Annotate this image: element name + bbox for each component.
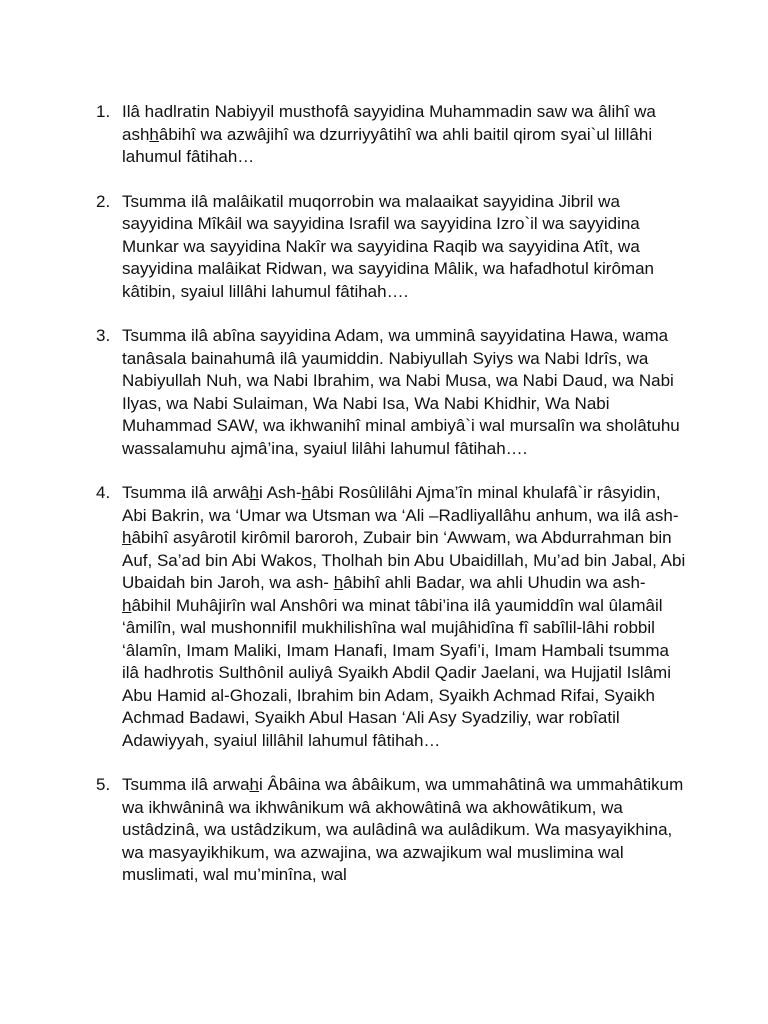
- item-text: Tsumma ilâ abîna sayyidina Adam, wa umminâ sayyidatina Hawa, wama tanâsala bainahumâ ilâ yaumiddin. Nabiyullah Syiys wa Nabi Idrîs, wa Nabiyullah Nuh, wa Nabi Ibrahim, wa Nabi Musa, wa Nabi Daud, wa Nabi Ilyas, wa Nabi Sulaiman, Wa Nabi Isa, Wa Nabi Khidhir, Wa Nabi Muhammad SAW, wa ikhwanihî minal ambiyâ`i wal mursalîn wa sholâtuhu wassalamuhu ajmâ’ina, syaiul lilâhi lahumul fâtihah….: [122, 326, 680, 458]
- prayer-list: [96, 101, 686, 909]
- list-item: [96, 482, 686, 752]
- item-number: 1.: [96, 102, 111, 121]
- list-item: [96, 191, 686, 304]
- item-text: Tsumma ilâ malâikatil muqorrobin wa malaaikat sayyidina Jibril wa sayyidina Mîkâil wa sayyidina Israfil wa sayyidina Izro`il wa sayyidina Munkar wa sayyidina Nakîr wa sayyidina Raqib wa sayyidina Atît, wa sayyidina malâikat Ridwan, wa sayyidina Mâlik, wa hafadhotul kirôman kâtibin, syaiul lillâhi lahumul fâtihah….: [122, 191, 654, 301]
- list-item: [96, 774, 686, 887]
- item-text: Tsumma ilâ arwahi Âbâina wa âbâikum, wa ummahâtinâ wa ummahâtikum wa ikhwâninâ wa ikhwânikum wâ akhowâtinâ wa akhowâtikum, wa ustâdzinâ, wa ustâdzikum, wa aulâdinâ wa aulâdikum. Wa masyayikhina, wa masyayikhikum, wa azwajina, wa azwajikum wal muslimina wal muslimati, wal mu’minîna, wal: [122, 775, 684, 884]
- item-text: Ilâ hadlratin Nabiyyil musthofâ sayyidina Muhammadin saw wa âlihî wa ashhâbihî wa azwâjihî wa dzurriyyâtihî wa ahli baitil qirom syai`ul lillâhi lahumul fâtihah…: [122, 102, 656, 166]
- item-number: 4.: [96, 483, 111, 502]
- list-item: [96, 325, 686, 460]
- item-number: 3.: [96, 326, 111, 345]
- list-item: [96, 101, 686, 169]
- item-number: 2.: [96, 191, 111, 211]
- item-text: Tsumma ilâ arwâhi Ash-hâbi Rosûlilâhi Ajma’în minal khulafâ`ir râsyidin, Abi Bakrin, wa ‘Umar wa Utsman wa ‘Ali –Radliyallâhu anhum, wa ilâ ash-hâbihî asyârotil kirômil baroroh, Zubair bin ‘Awwam, wa Abdurrahman bin Auf, Sa’ad bin Abi Wakos, Tholhah bin Abu Ubaidillah, Mu’ad bin Jabal, Abi Ubaidah bin Jaroh, wa ash- hâbihî ahli Badar, wa ahli Uhudin wa ash-hâbihil Muhâjirîn wal Anshôri wa minat tâbi’ina ilâ yaumiddîn wal ûlamâil ‘âmilîn, wal mushonnifil mukhilishîna wal mujâhidîna fî sabîlil-lâhi robbil ‘âlamîn, Imam Maliki, Imam Hanafi, Imam Syafi’i, Imam Hambali tsumma ilâ hadhrotis Sulthônil auliyâ Syaikh Abdil Qadir Jaelani, wa Hujjatil Islâmi Abu Hamid al-Ghozali, Ibrahim bin Adam, Syaikh Achmad Rifai, Syaikh Achmad Badawi, Syaikh Abul Hasan ‘Ali Asy Syadziliy, war robîatil Adawiyyah, syaiul lillâhil lahumul fâtihah…: [122, 483, 686, 750]
- item-number: 5.: [96, 775, 111, 794]
